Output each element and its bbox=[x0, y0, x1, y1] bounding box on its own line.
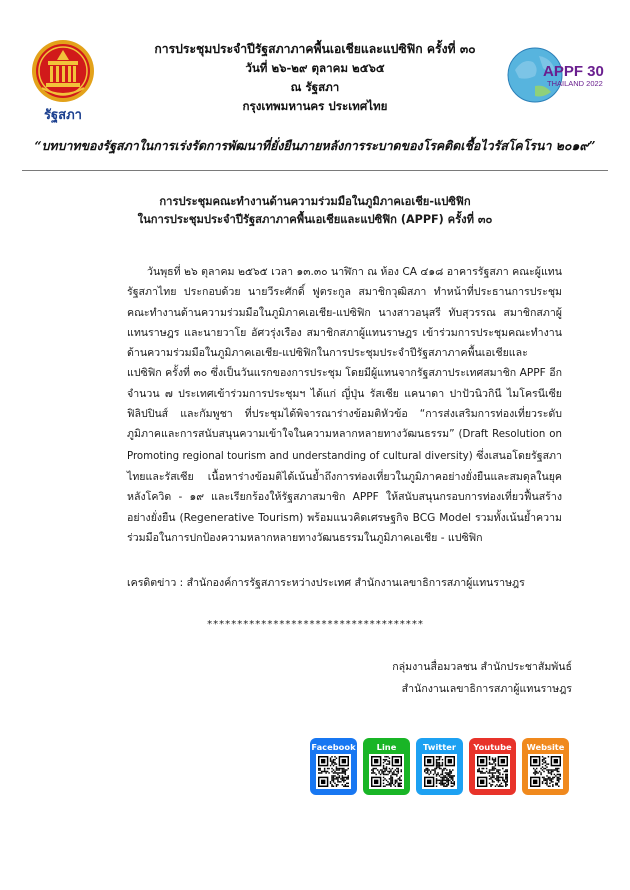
social-links bbox=[310, 738, 569, 795]
news-body-main: วันพุธที่ ๒๖ ตุลาคม ๒๕๖๕ เวลา ๑๓.๓๐ นาฬิกา ณ ห้อง CA ๔๑๘ อาคารรัฐสภา คณะผู้แทนรัฐสภาไทย ประกอบด้วย นายวีระศักดิ์ ฟูตระกูล สมาชิกวุฒิสภา ทำหน้าที่ประธานการประชุมคณะทำงานด้านความร่วมมือในภูมิภาคเอเชีย-แปซิฟิก นางสาวอนุสรี ทับสุวรรณ สมาชิกสภาผู้แทนราษฎร และนายวาโย อัศวรุ่งเรือง สมาชิกสภาผู้แทนราษฎร เข้าร่วมการประชุมคณะทำงานด้านความร่วมมือในภูมิภาคเอเชีย-แปซิฟิกในการประชุมประจำปีรัฐสภาภาคพื้นเอเชียและแปซิฟิก ครั้งที่ ๓๐ ซึ่งเป็นวันแรกของการประชุม โดยมีผู้แทนจากรัฐสภาประเทศสมาชิก APPF อีกจำนวน ๗ ประเทศเข้าร่วมการประชุมฯ ได้แก่ ญี่ปุ่น รัสเซีย แคนาดา ปาปัวนิวกินี ไมโครนีเซีย ฟิลิปปินส์ และกัมพูชา ที่ประชุมได้พิจารณาร่างข้อมติหัวข้อ “การส่งเสริมการท่องเที่ยวระดับภูมิภาคและการสนับสนุนความเข้าใจในความหลากหลายทางวัฒนธรรม” bbox=[127, 266, 562, 441]
news-body bbox=[127, 262, 562, 548]
event-theme: “บทบาทของรัฐสภาในการเร่งรัดการพัฒนาที่ยั่งยืนภายหลังการระบาดของโรคติดเชื้อไวรัสโคโรนา ๒๐๑๙” bbox=[34, 138, 596, 153]
signature-line-2: สำนักงานเลขาธิการสภาผู้แทนราษฎร bbox=[401, 683, 572, 695]
appf-globe-icon bbox=[505, 40, 610, 110]
qr-code-icon bbox=[369, 754, 404, 789]
appf-sub-text: THAILAND 2022 bbox=[547, 79, 603, 88]
news-title bbox=[40, 193, 590, 229]
social-card-line[interactable] bbox=[363, 738, 410, 795]
social-label-twitter: Twitter bbox=[423, 742, 456, 752]
news-body-english: (Draft Resolution on Promoting regional tourism and understanding of cultural diversity) bbox=[127, 429, 562, 462]
qr-code-icon bbox=[528, 754, 563, 789]
social-label-youtube: Youtube bbox=[473, 742, 512, 752]
header-divider bbox=[22, 170, 608, 171]
news-credit: เครดิตข่าว : สำนักองค์การรัฐสภาระหว่างประเทศ สำนักงานเลขาธิการสภาผู้แทนราษฎร bbox=[127, 577, 525, 589]
qr-code-icon bbox=[422, 754, 457, 789]
event-city: กรุงเทพมหานคร ประเทศไทย bbox=[242, 99, 388, 113]
appf-main-text: APPF 30 bbox=[543, 63, 604, 80]
qr-code-icon bbox=[475, 754, 510, 789]
social-label-website: Website bbox=[526, 742, 565, 752]
appf30-logo bbox=[505, 40, 610, 110]
news-title-line-1: การประชุมคณะทำงานด้านความร่วมมือในภูมิภาคเอเชีย-แปซิฟิก bbox=[159, 195, 471, 208]
news-body-rest: ซึ่งเสนอโดยรัฐสภาไทยและรัสเซีย เนื้อหาร่างข้อมติได้เน้นย้ำถึงการท่องเที่ยวในภูมิภาคอย่างยั่งยืนและสมดุลในยุคหลังโควิด - ๑๙ และเรียกร้องให้รัฐสภาสมาชิก APPF ให้สนับสนุนกรอบการท่องเที่ยวฟื้นสร้างอย่างยั่งยืน (Regenerative Tourism) พร้อมแนวคิดเศรษฐกิจ BCG Model รวมทั้งเน้นย้ำความร่วมมือในการปกป้องความหลากหลายทางวัฒนธรรมในภูมิภาคเอเชีย - แปซิฟิก bbox=[127, 449, 562, 544]
social-label-line: Line bbox=[376, 742, 397, 752]
separator-stars: ************************************ bbox=[206, 619, 424, 630]
signature-line-1: กลุ่มงานสื่อมวลชน สำนักประชาสัมพันธ์ bbox=[392, 661, 572, 673]
parliament-logo-text: รัฐสภา bbox=[44, 108, 82, 123]
parliament-emblem-icon bbox=[26, 38, 100, 104]
event-date: วันที่ ๒๖-๒๙ ตุลาคม ๒๕๖๕ bbox=[245, 61, 385, 75]
event-title: การประชุมประจำปีรัฐสภาภาคพื้นเอเชียและแปซิฟิก ครั้งที่ ๓๐ bbox=[154, 42, 476, 56]
social-card-twitter[interactable] bbox=[416, 738, 463, 795]
event-venue: ณ รัฐสภา bbox=[290, 80, 340, 94]
parliament-logo bbox=[22, 38, 104, 124]
news-title-line-2: ในการประชุมประจำปีรัฐสภาภาคพื้นเอเชียและแปซิฟิก (APPF) ครั้งที่ ๓๐ bbox=[137, 213, 493, 226]
event-header bbox=[110, 40, 520, 116]
social-label-facebook: Facebook bbox=[311, 742, 356, 752]
social-card-youtube[interactable] bbox=[469, 738, 516, 795]
social-card-facebook[interactable] bbox=[310, 738, 357, 795]
social-card-website[interactable] bbox=[522, 738, 569, 795]
signature-block bbox=[392, 656, 572, 700]
qr-code-icon bbox=[316, 754, 351, 789]
